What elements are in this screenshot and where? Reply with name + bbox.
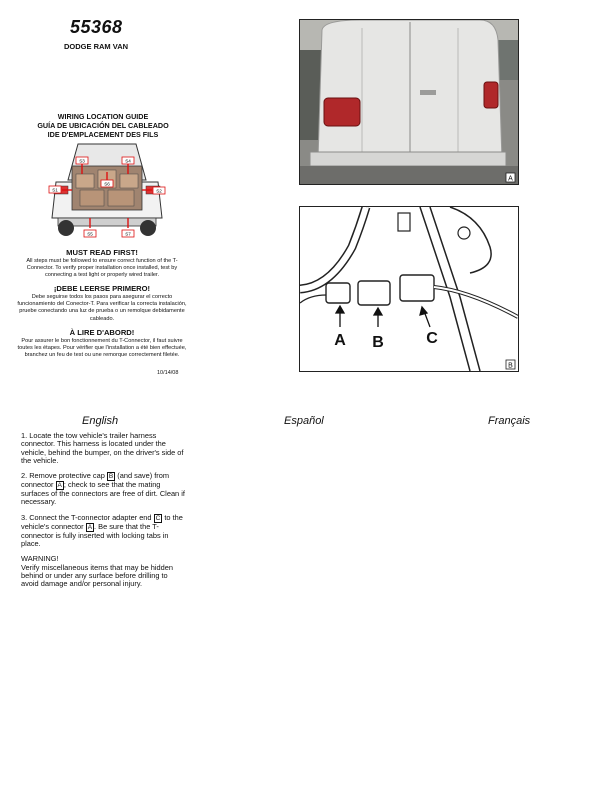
step-2-text-a: 2. Remove protective cap <box>21 471 105 481</box>
vehicle-name: DODGE RAM VAN <box>64 42 129 51</box>
step-2-ref-b: B <box>108 473 114 481</box>
must-read-heading-en: MUST READ FIRST! <box>66 248 138 257</box>
must-read-text-es: Debe seguirse todos los pasos para asegurar el correcto funcionamiento del Conector-T. Para verificar la correcta instalación, pruebe conectando una luz de prueba o un remolque debidamente cableado. <box>17 294 187 322</box>
step-3-text-a: 3. Connect the T-connector adapter end <box>21 512 152 522</box>
must-read-heading-es: ¡DEBE LEERSE PRIMERO! <box>53 284 151 293</box>
warning-heading: WARNING! <box>21 554 59 564</box>
connector-label-c: C <box>426 330 438 347</box>
marker-s2: S2 <box>156 188 162 194</box>
french-heading: Français <box>488 415 531 427</box>
wiring-guide-title <box>28 112 178 139</box>
step-2 <box>21 472 186 507</box>
step-2-text-b: (and save) from connector <box>21 471 170 490</box>
marker-s4: S4 <box>125 158 131 164</box>
marker-s1: S1 <box>52 187 58 193</box>
step-3-ref-c: C <box>155 514 161 522</box>
revision-date: 10/14/08 <box>157 370 179 376</box>
must-read-text-fr: Pour assurer le bon fonctionnement du T-Connector, il faut suivre toutes les étapes. Pour vérifier que l'installation a été bien effectuée, branchez un feu de test ou une remorque correctement filetée. <box>17 338 187 359</box>
english-instructions <box>21 432 186 589</box>
step-2-ref-a: A <box>57 482 62 490</box>
marker-s6: S6 <box>104 181 110 187</box>
step-3-text-c: . Be sure that the T-connector is fully inserted with locking tabs in place. <box>21 521 169 549</box>
guide-title-fr: IDE D'EMPLACEMENT DES FILS <box>47 130 159 139</box>
guide-title-es: GUÍA DE UBICACIÓN DEL CABLEADO <box>37 121 169 130</box>
warning-text: Verify miscellaneous items that may be hidden behind or under any surface before drilling to avoid damage and/or personal injury. <box>21 562 173 589</box>
must-read-heading-fr: À LIRE D'ABORD! <box>69 328 135 337</box>
marker-s3: S3 <box>79 158 85 164</box>
english-heading: English <box>82 415 119 427</box>
step-3 <box>21 514 186 549</box>
marker-s7: S7 <box>125 231 131 237</box>
connector-label-b: B <box>372 334 384 351</box>
step-1: 1. Locate the tow vehicle's trailer harness connector. This harness is located under the vehicle, behind the bumper, on the driver's side of the vehicle. <box>21 431 184 465</box>
guide-title-en: WIRING LOCATION GUIDE <box>57 112 149 121</box>
connector-label-a: A <box>334 332 346 349</box>
must-read-text-en: All steps must be followed to ensure correct function of the T-Connector. To verify proper installation once installed, test by connecting a test light or properly wired trailer. <box>26 258 178 279</box>
step-2-text-c: ; check to see that the mating surfaces of the connectors are free of dirt. Clean if necessary. <box>21 480 185 507</box>
step-3-text-b: to the vehicle's connector <box>21 512 183 531</box>
marker-s5: S5 <box>87 231 93 237</box>
spanish-heading: Español <box>284 415 324 427</box>
step-3-ref-a: A <box>87 523 93 531</box>
photo-label: A <box>508 175 513 183</box>
connector-diagram <box>299 206 519 372</box>
wiring-location-illustration <box>48 140 166 240</box>
part-number: 55368 <box>70 17 123 37</box>
van-rear-photo <box>299 19 519 185</box>
diagram-label: B <box>508 362 513 370</box>
